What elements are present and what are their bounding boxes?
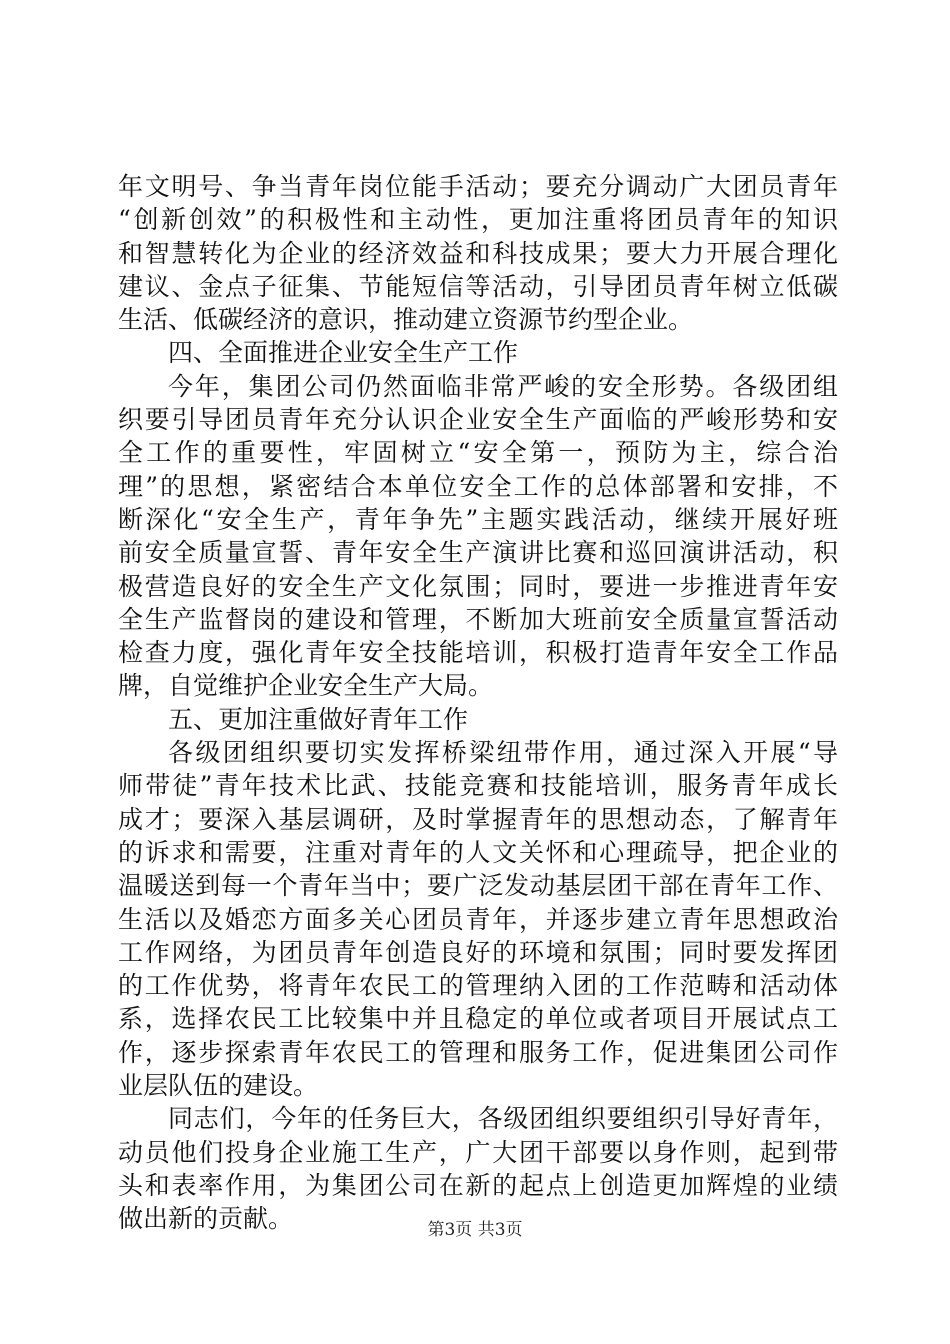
text-line: 年文明号、争当青年岗位能手活动；要充分调动广大团员青年 — [118, 172, 838, 201]
text-line: 生活、低碳经济的意识，推动建立资源节约型企业。 — [118, 305, 694, 335]
text-line: 建议、金点子征集、节能短信等活动，引导团员青年树立低碳 — [118, 271, 838, 301]
text-line: 动员他们投身企业施工生产，广大团干部要以身作则，起到带 — [118, 1137, 838, 1167]
text-line: 做出新的贡献。 — [118, 1204, 294, 1234]
text-line: 头和表率作用，为集团公司在新的起点上创造更加辉煌的业绩 — [118, 1170, 838, 1200]
text-line: 生活以及婚恋方面多关心团员青年，并逐步建立青年思想政治 — [118, 904, 838, 934]
text-line: 和智慧转化为企业的经济效益和科技成果；要大力开展合理化 — [118, 238, 838, 268]
text-line: 的诉求和需要，注重对青年的人文关怀和心理疏导，把企业的 — [118, 837, 838, 867]
text-line: 织要引导团员青年充分认识企业安全生产面临的严峻形势和安 — [118, 405, 838, 435]
text-line: 作，逐步探索青年农民工的管理和服务工作，促进集团公司作 — [118, 1037, 838, 1067]
text-line: 成才；要深入基层调研，及时掌握青年的思想动态，了解青年 — [118, 804, 838, 834]
text-line: 的工作优势，将青年农民工的管理纳入团的工作范畴和活动体 — [118, 971, 838, 1001]
text-line: 牌，自觉维护企业安全生产大局。 — [118, 671, 494, 701]
text-line: 温暖送到每一个青年当中；要广泛发动基层团干部在青年工作、 — [118, 871, 838, 901]
text-line: 前安全质量宣誓、青年安全生产演讲比赛和巡回演讲活动，积 — [118, 538, 838, 568]
text-line: 系，选择农民工比较集中并且稳定的单位或者项目开展试点工 — [118, 1004, 838, 1034]
text-line: 今年，集团公司仍然面临非常严峻的安全形势。各级团组 — [168, 371, 838, 401]
text-line: 各级团组织要切实发挥桥梁纽带作用，通过深入开展“导 — [168, 738, 838, 768]
text-line: 全工作的重要性，牢固树立“安全第一，预防为主，综合治 — [118, 438, 838, 468]
text-line: 五、更加注重做好青年工作 — [168, 704, 469, 734]
text-line: 检查力度，强化青年安全技能培训，积极打造青年安全工作品 — [118, 638, 838, 668]
text-line: “创新创效”的积极性和主动性，更加注重将团员青年的知识 — [118, 205, 838, 235]
text-line: 极营造良好的安全生产文化氛围；同时，要进一步推进青年安 — [118, 571, 838, 601]
text-line: 业层队伍的建设。 — [118, 1071, 319, 1101]
text-line: 理”的思想，紧密结合本单位安全工作的总体部署和安排，不 — [118, 471, 838, 501]
document-body — [118, 170, 838, 1236]
text-line: 断深化“安全生产，青年争先”主题实践活动，继续开展好班 — [118, 504, 838, 534]
text-line: 工作网络，为团员青年创造良好的环境和氛围；同时要发挥团 — [118, 937, 838, 967]
text-line: 四、全面推进企业安全生产工作 — [168, 338, 519, 368]
text-line: 师带徒”青年技术比武、技能竞赛和技能培训，服务青年成长 — [118, 771, 838, 801]
text-line: 全生产监督岗的建设和管理，不断加大班前安全质量宣誓活动 — [118, 604, 838, 634]
text-line: 同志们，今年的任务巨大，各级团组织要组织引导好青年， — [168, 1104, 838, 1134]
page-footer: 第3页 共3页 — [427, 1220, 523, 1240]
